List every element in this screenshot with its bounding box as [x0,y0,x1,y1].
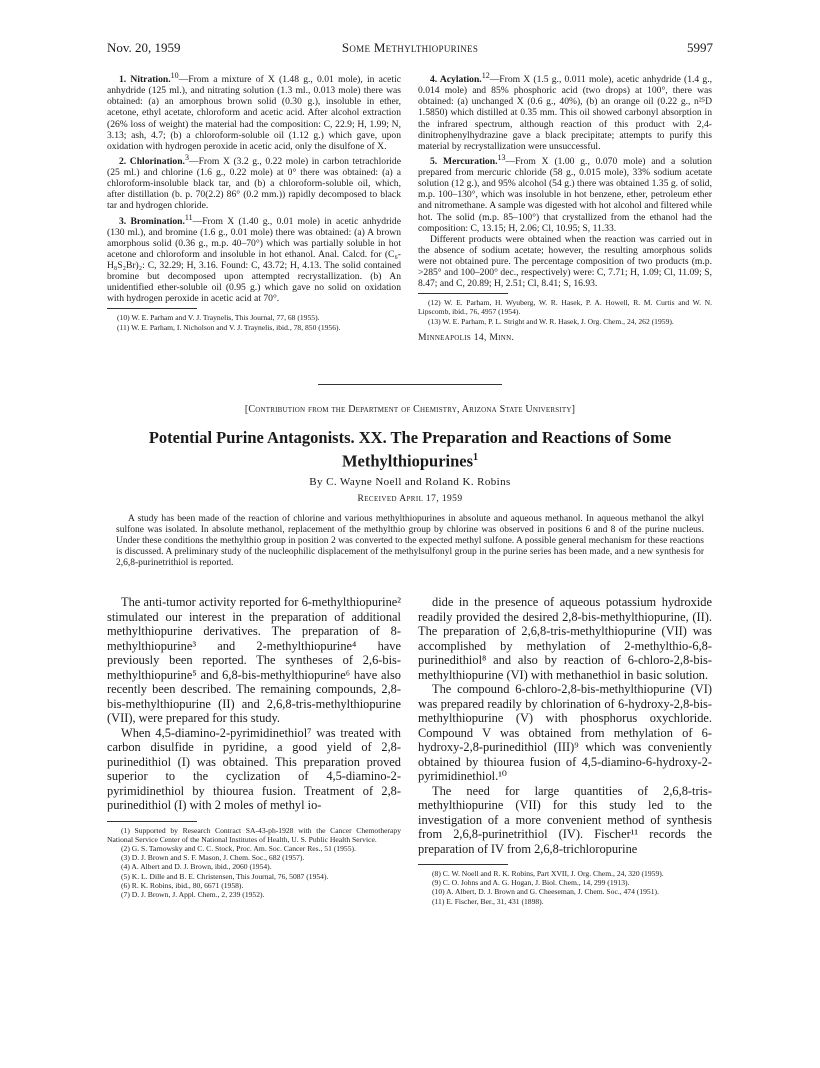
running-title: Some Methylthiopurines [341,40,479,55]
nitration-ref: 10 [170,71,179,80]
chlorination-label: 2. Chlorination. [119,156,185,168]
author-location: Minneapolis 14, Minn. [418,331,515,343]
footnote-1: (1) Supported by Research Contract SA-43-ph-1928 with the Cancer Chemotherapy National Service Center of the National Institutes of Health, U. S. Public Health Service. [107,825,401,844]
footnotes-body-right [418,869,712,906]
footnotes-top-left [107,313,401,331]
footnote-rule [418,864,508,865]
chlorination-paragraph [107,152,401,212]
page-number: 5997 [687,40,713,55]
acylation-text: —From X (1.5 g., 0.011 mole), acetic anhydride (1.4 g., 0.014 mole) and 85% phosphoric acid (two drops) at 100°, there was obtained: (a) unchanged X (0.6 g., 40%), (b) an orange oil (0.22 g., n²⁵D 1.5850) which distilled at 0.35 mm. This oil showed carbonyl absorption in the infrared spectrum, although reaction of this product with 2,4-dinitrophenylhydrazine gave a black precipitate; attempts to purify this material by recrystallization were unsuccessful. [418,74,712,152]
footnote-6: (6) R. K. Robins, ibid., 80, 6671 (1958). [121,880,244,890]
footnote-8: (8) C. W. Noell and R. K. Robins, Part XVII, J. Org. Chem., 24, 320 (1959). [432,869,664,878]
mercuration-label: 5. Mercuration. [430,156,498,168]
body-paragraph: dide in the presence of aqueous potassium hydroxide readily provided the desired 2,8-bis-methylthiopurine, (II). The preparation of 2,6,8-tris-methylthiopurine (VII) was accomplished by methylation of 2-methylthio-6,8-purinedithiol⁸ and also by reaction of 6-chloro-2,8-bis-methylthiopurine (VI) with methanethiol in basic solution. [418,595,712,682]
mercuration-paragraph [418,152,712,234]
title-line-1: Potential Purine Antagonists. XX. The Preparation and Reactions of Some [148,428,672,447]
footnote-3: (3) D. J. Brown and S. F. Mason, J. Chem. Soc., 682 (1957). [121,853,305,863]
footnote-rule [107,821,197,822]
footnote-10: (10) W. E. Parham and V. J. Traynelis, This Journal, 77, 68 (1955). [117,313,320,323]
running-head [107,40,713,56]
bromination-paragraph [107,212,401,305]
acylation-ref: 12 [481,71,490,80]
nitration-paragraph [107,70,401,152]
footnote-4: (4) A. Albert and D. J. Brown, ibid., 2060 (1954). [121,862,272,872]
body-paragraph: The compound 6-chloro-2,8-bis-methylthiopurine (VI) was prepared readily by chlorination of 6-hydroxy-2,8-bis-methylthiopurine (V) with phosphorus oxychloride. Compound V was obtained from methylation of 6-hydroxy-2,8-purinedithiol (III)⁹ which was conveniently obtained by thiourea fusion of 4,5-diamino-6-hydroxy-2-pyrimidinethiol.¹⁰ [418,682,712,783]
acylation-label: 4. Acylation. [430,74,482,86]
abstract: A study has been made of the reaction of chlorine and various methylthiopurines in absolute and aqueous methanol. In aqueous methanol the alkyl sulfone was isolated. In absolute methanol, replacement of the methylthio group by chlorine was observed in positions 6 and 8 of the purine nucleus. Under these conditions the methylthio group in position 2 was converted to the expected methyl sulfone. A possible general mechanism for these reactions is discussed. A preliminary study of the nucleophilic displacement of the methylsulfonyl group in the purine series has been made, and a new synthesis for 2,6,8-purinetrithiol is reported. [116,514,704,568]
bromination-ref: 11 [184,212,193,222]
nitration-text: —From a mixture of X (1.48 g., 0.01 mole), in acetic anhydride (125 ml.), and nitrating solution (1.3 ml., 0.013 mole) there was obtained: (a) an amorphous brown solid (0.30 g.), insoluble in ether, acetone, ethyl acetate, chloroform and acetic acid. After alcohol extraction (26% loss of weight) the material had the composition: C, 22.9; H, 1.99; N, 3.13; ash, 4.7; (b) a chloroform-soluble oil (1.12 g.) which gave, upon oxidation with hydrogen peroxide in acetic acid, only the disulfone of X. [107,74,401,152]
previous-article-left-column [107,70,401,332]
title-ref: 1 [473,452,479,463]
footnote-rule [107,308,197,309]
bromination-label: 3. Bromination. [119,215,185,227]
body-paragraph: The need for large quantities of 2,6,8-tris-methylthiopurine (VII) for this study led to the investigation of a more convenient method of synthesis from 2,6,8-purinetrithiol (IV). Fischer¹¹ records the preparation of IV from 2,6,8-trichloropurine [418,783,712,856]
received-date: Received April 17, 1959 [357,494,463,504]
chlorination-text: —From X (3.2 g., 0.22 mole) in carbon tetrachloride (25 ml.) and chlorine (1.6 g., 0.22 mole) at 0° there was obtained: (a) a chloroform-insoluble black tar, and (b) a chloroform-soluble oil, which, after distillation (b. p. 70(2.2) 86° (0.2 mm.)) rapidly decomposed to black tar and hydrogen chloride. [107,156,401,212]
chlorination-ref: 3 [184,152,189,162]
article-divider [318,384,502,385]
contribution-line: [Contribution from the Department of Chemistry, Arizona State University] [244,404,576,415]
footnote-13: (13) W. E. Parham, P. L. Stright and W. R. Hasek, J. Org. Chem., 24, 262 (1959). [428,316,674,326]
footnote-11: (11) W. E. Parham, I. Nicholson and V. J. Traynelis, ibid., 78, 850 (1956). [117,322,341,332]
body-paragraph: The anti-tumor activity reported for 6-methylthiopurine² stimulated our interest in the preparation of additional methylthiopurine derivatives. The preparation of 8-methylthiopurine³ and 2-methylthiopurine⁴ have previously been reported. The syntheses of 2,6-bis-methylthiopurine⁵ and 6,8-bis-methylthiopurine⁶ have also recently been described. The remaining compounds, 2,8-bis-methylthiopurine (II) and 2,6,8-tris-methylthiopurine (VII), were prepared for this study. [107,595,401,725]
footnote-11: (11) E. Fischer, Ber., 31, 431 (1898). [432,896,544,906]
acylation-paragraph [418,70,712,152]
mercuration-ref: 13 [497,152,506,162]
issue-date: Nov. 20, 1959 [107,40,181,55]
footnote-10: (10) A. Albert, D. J. Brown and G. Cheeseman, J. Chem. Soc., 474 (1951). [432,887,659,897]
article-title [107,428,713,472]
body-left-column [107,595,401,899]
mercuration-text: —From X (1.00 g., 0.070 mole) and a solution prepared from mercuric chloride (58 g., 0.015 mole), 33% sodium acetate solution (12 g.), and 95% alcohol (54 g.) there was obtained 1.35 g. of solid, m.p. 100–130°, which was insoluble in hot benzene, ether, petroleum ether and nitromethane. A sample was digested with hot alcohol and filtered while hot. The solid (m.p. 85–100°) that crystallized from the ethanol had the composition: C, 13.15; H, 2.06; Cl, 10.95; S, 11.33. [418,156,712,234]
footnote-7: (7) D. J. Brown, J. Appl. Chem., 2, 239 (1952). [121,889,265,899]
footnotes-body-left [107,826,401,900]
previous-article-right-column [418,70,712,343]
products-paragraph: Different products were obtained when the reaction was carried out in the absence of sodium acetate; however, the resulting amorphous solids were not obtained pure. The percentage composition of two products (m.p. >285° and 100–200° dec., respectively) were: C, 7.71; H, 1.09; Cl, 11.09; S, 8.47; and C, 20.89; H, 2.51; Cl, 8.41; S, 16.93. [418,233,712,290]
footnotes-top-right [418,298,712,326]
byline: By C. Wayne Noell and Roland K. Robins [309,476,511,488]
footnote-2: (2) G. S. Tarnowsky and C. C. Stock, Proc. Am. Soc. Cancer Res., 51 (1955). [121,843,356,853]
title-line-2: Methylthiopurines [341,451,474,471]
footnote-5: (5) K. L. Dille and B. E. Christensen, This Journal, 76, 5087 (1954). [121,871,329,881]
body-paragraph: When 4,5-diamino-2-pyrimidinethiol⁷ was treated with carbon disulfide in pyridine, a good yield of 2,8-purinedithiol (I) was obtained. This preparation proved superior to the cyclization of 4,5-diamino-2-pyrimidinethiol by thiourea fusion. Treatment of 2,8-purinedithiol (I) with 2 moles of methyl io- [107,725,401,812]
body-right-column [418,595,712,906]
footnote-rule [418,293,508,294]
footnote-12: (12) W. E. Parham, H. Wyuberg, W. R. Hasek, P. A. Howell, R. M. Curtis and W. N. Lipscomb, ibid., 76, 4957 (1954). [418,298,712,317]
bromination-text: —From X (1.40 g., 0.01 mole) in acetic anhydride (130 ml.), and bromine (1.6 g., 0.01 mole) there was obtained: (a) A brown amorphous solid (0.36 g., m.p. 40–70°) which was partially soluble in hot acetone and chloroform and insoluble in hot ethanol. Anal. Calcd. for (C₆-H₈S₂Br)₂: C, 32.29; H, 3.16. Found: C, 43.72; H, 4.13. The solid contained bromine but decomposed upon attempted recrystallization. (b) An unidentified ether-soluble oil (0.95 g.) which gave no solid on oxidation with hydrogen peroxide in acetic acid at 70°. [107,215,401,305]
nitration-label: 1. Nitration. [119,74,171,86]
footnote-9: (9) C. O. Johns and A. G. Hogan, J. Biol. Chem., 14, 299 (1913). [432,878,630,888]
